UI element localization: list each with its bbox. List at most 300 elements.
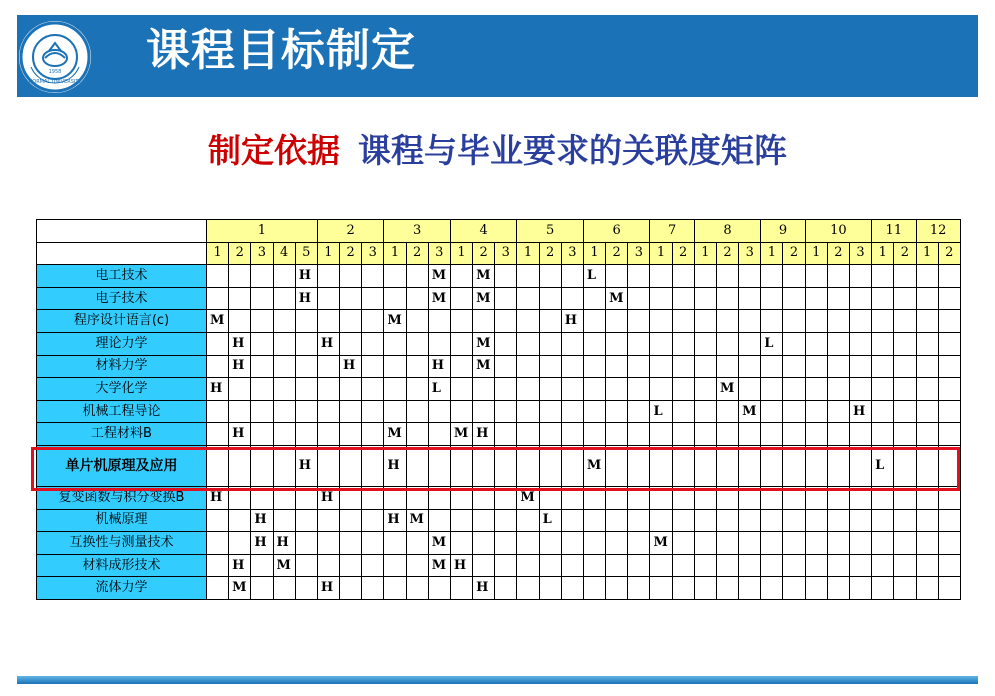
matrix-cell bbox=[916, 554, 938, 577]
matrix-cell bbox=[827, 287, 849, 310]
course-name: 理论力学 bbox=[37, 332, 207, 355]
matrix-cell bbox=[340, 509, 362, 532]
matrix-cell bbox=[650, 332, 672, 355]
sub-requirement-header: 3 bbox=[561, 242, 583, 265]
matrix-cell bbox=[317, 265, 339, 288]
matrix-cell bbox=[539, 355, 561, 378]
relevance-mark: L bbox=[650, 400, 672, 423]
matrix-cell bbox=[517, 532, 539, 555]
table-row bbox=[37, 265, 961, 288]
matrix-cell bbox=[783, 532, 805, 555]
matrix-cell bbox=[650, 287, 672, 310]
matrix-cell bbox=[539, 332, 561, 355]
matrix-cell bbox=[628, 378, 650, 401]
matrix-cell bbox=[894, 532, 916, 555]
matrix-cell bbox=[606, 423, 628, 446]
relevance-mark: H bbox=[384, 509, 406, 532]
matrix-cell bbox=[362, 265, 384, 288]
matrix-cell bbox=[827, 355, 849, 378]
relevance-mark: H bbox=[229, 554, 251, 577]
matrix-cell bbox=[539, 554, 561, 577]
relevance-mark: M bbox=[273, 554, 295, 577]
matrix-cell bbox=[872, 400, 894, 423]
relevance-mark: H bbox=[384, 445, 406, 486]
matrix-cell bbox=[872, 423, 894, 446]
matrix-cell bbox=[495, 577, 517, 600]
matrix-cell bbox=[827, 554, 849, 577]
matrix-cell bbox=[672, 577, 694, 600]
table-row bbox=[37, 287, 961, 310]
matrix-cell bbox=[517, 287, 539, 310]
matrix-cell bbox=[938, 509, 960, 532]
relevance-mark: M bbox=[473, 355, 495, 378]
matrix-cell bbox=[317, 378, 339, 401]
matrix-cell bbox=[340, 378, 362, 401]
matrix-cell bbox=[628, 423, 650, 446]
relevance-mark: M bbox=[384, 423, 406, 446]
relevance-mark: H bbox=[340, 355, 362, 378]
matrix-cell bbox=[849, 287, 871, 310]
matrix-cell bbox=[295, 332, 317, 355]
course-name: 互换性与测量技术 bbox=[37, 532, 207, 555]
matrix-cell bbox=[362, 378, 384, 401]
matrix-cell bbox=[827, 310, 849, 333]
matrix-cell bbox=[517, 310, 539, 333]
matrix-cell bbox=[251, 310, 273, 333]
requirement-group-header: 9 bbox=[761, 220, 805, 243]
table-row bbox=[37, 332, 961, 355]
matrix-cell bbox=[561, 332, 583, 355]
matrix-cell bbox=[229, 310, 251, 333]
course-name: 工程材料B bbox=[37, 423, 207, 446]
matrix-cell bbox=[406, 310, 428, 333]
sub-requirement-header: 2 bbox=[894, 242, 916, 265]
matrix-cell bbox=[539, 310, 561, 333]
matrix-cell bbox=[716, 509, 738, 532]
matrix-cell bbox=[273, 400, 295, 423]
matrix-cell bbox=[450, 509, 472, 532]
relevance-mark: M bbox=[428, 265, 450, 288]
relevance-mark: H bbox=[229, 423, 251, 446]
matrix-cell bbox=[872, 554, 894, 577]
matrix-cell bbox=[739, 355, 761, 378]
footer-line bbox=[17, 676, 978, 684]
matrix-cell bbox=[672, 509, 694, 532]
matrix-cell bbox=[694, 332, 716, 355]
requirement-group-header: 3 bbox=[384, 220, 451, 243]
relevance-mark: M bbox=[229, 577, 251, 600]
course-name: 材料成形技术 bbox=[37, 554, 207, 577]
matrix-cell bbox=[783, 509, 805, 532]
matrix-cell bbox=[450, 265, 472, 288]
matrix-cell bbox=[628, 310, 650, 333]
matrix-cell bbox=[894, 423, 916, 446]
matrix-cell bbox=[450, 310, 472, 333]
matrix-cell bbox=[273, 332, 295, 355]
matrix-cell bbox=[694, 355, 716, 378]
matrix-cell bbox=[849, 355, 871, 378]
sub-requirement-header: 2 bbox=[539, 242, 561, 265]
matrix-cell bbox=[916, 287, 938, 310]
matrix-cell bbox=[761, 509, 783, 532]
relevance-mark: M bbox=[473, 332, 495, 355]
matrix-cell bbox=[495, 423, 517, 446]
matrix-cell bbox=[628, 400, 650, 423]
matrix-cell bbox=[473, 554, 495, 577]
matrix-cell bbox=[295, 400, 317, 423]
matrix-cell bbox=[207, 509, 229, 532]
matrix-cell bbox=[628, 332, 650, 355]
course-name: 机械原理 bbox=[37, 509, 207, 532]
relevance-mark: L bbox=[428, 378, 450, 401]
matrix-cell bbox=[428, 509, 450, 532]
matrix-cell bbox=[872, 265, 894, 288]
matrix-cell bbox=[517, 400, 539, 423]
requirement-group-header: 2 bbox=[317, 220, 384, 243]
relevance-mark: H bbox=[473, 577, 495, 600]
matrix-cell bbox=[783, 400, 805, 423]
matrix-cell bbox=[761, 532, 783, 555]
matrix-cell bbox=[362, 310, 384, 333]
matrix-cell bbox=[805, 378, 827, 401]
matrix-cell bbox=[384, 355, 406, 378]
sub-requirement-header: 2 bbox=[229, 242, 251, 265]
course-name: 电子技术 bbox=[37, 287, 207, 310]
matrix-cell bbox=[583, 532, 605, 555]
matrix-cell bbox=[406, 355, 428, 378]
matrix-cell bbox=[384, 577, 406, 600]
matrix-cell bbox=[561, 265, 583, 288]
subtitle-main: 课程与毕业要求的关联度矩阵 bbox=[358, 131, 787, 170]
matrix-cell bbox=[606, 400, 628, 423]
requirement-group-header: 11 bbox=[872, 220, 916, 243]
matrix-cell bbox=[606, 378, 628, 401]
matrix-cell bbox=[295, 577, 317, 600]
matrix-cell bbox=[317, 400, 339, 423]
matrix-cell bbox=[716, 423, 738, 446]
matrix-cell bbox=[916, 332, 938, 355]
matrix-cell bbox=[207, 423, 229, 446]
matrix-cell bbox=[849, 332, 871, 355]
matrix-cell bbox=[606, 332, 628, 355]
matrix-cell bbox=[273, 509, 295, 532]
matrix-cell bbox=[739, 577, 761, 600]
matrix-cell bbox=[872, 532, 894, 555]
relevance-mark: H bbox=[229, 332, 251, 355]
sub-requirement-header: 2 bbox=[783, 242, 805, 265]
matrix-cell bbox=[517, 423, 539, 446]
matrix-cell bbox=[827, 532, 849, 555]
matrix-cell bbox=[827, 378, 849, 401]
matrix-cell bbox=[650, 355, 672, 378]
sub-requirement-header: 1 bbox=[317, 242, 339, 265]
matrix-cell bbox=[340, 265, 362, 288]
course-name: 程序设计语言(c) bbox=[37, 310, 207, 333]
matrix-cell bbox=[650, 423, 672, 446]
matrix-cell bbox=[938, 423, 960, 446]
table-row bbox=[37, 577, 961, 600]
matrix-cell bbox=[473, 509, 495, 532]
matrix-cell bbox=[694, 554, 716, 577]
matrix-cell bbox=[561, 400, 583, 423]
matrix-cell bbox=[251, 423, 273, 446]
sub-requirement-header: 1 bbox=[207, 242, 229, 265]
relevance-mark: L bbox=[583, 265, 605, 288]
matrix-cell bbox=[406, 532, 428, 555]
matrix-cell bbox=[517, 577, 539, 600]
sub-requirement-header: 3 bbox=[739, 242, 761, 265]
table-row bbox=[37, 554, 961, 577]
matrix-cell bbox=[739, 378, 761, 401]
relevance-mark: H bbox=[251, 509, 273, 532]
matrix-cell bbox=[561, 509, 583, 532]
matrix-cell bbox=[916, 310, 938, 333]
table-row bbox=[37, 509, 961, 532]
matrix-cell bbox=[650, 509, 672, 532]
matrix-cell bbox=[384, 265, 406, 288]
matrix-cell bbox=[694, 310, 716, 333]
matrix-cell bbox=[583, 355, 605, 378]
matrix-cell bbox=[849, 554, 871, 577]
relevance-mark: H bbox=[295, 287, 317, 310]
matrix-cell bbox=[207, 400, 229, 423]
sub-requirement-header: 2 bbox=[406, 242, 428, 265]
matrix-cell bbox=[938, 400, 960, 423]
corner-cell bbox=[37, 242, 207, 265]
matrix-cell bbox=[739, 310, 761, 333]
matrix-cell bbox=[783, 332, 805, 355]
matrix-cell bbox=[207, 554, 229, 577]
relevance-mark: H bbox=[251, 532, 273, 555]
requirement-group-header: 7 bbox=[650, 220, 694, 243]
matrix-cell bbox=[428, 310, 450, 333]
matrix-cell bbox=[894, 287, 916, 310]
matrix-cell bbox=[229, 265, 251, 288]
matrix-cell bbox=[805, 265, 827, 288]
matrix-cell bbox=[384, 400, 406, 423]
matrix-cell bbox=[739, 423, 761, 446]
matrix-cell bbox=[783, 378, 805, 401]
matrix-cell bbox=[317, 509, 339, 532]
relevance-mark: M bbox=[207, 310, 229, 333]
matrix-cell bbox=[362, 532, 384, 555]
matrix-cell bbox=[872, 355, 894, 378]
matrix-cell bbox=[317, 554, 339, 577]
matrix-cell bbox=[650, 554, 672, 577]
matrix-cell bbox=[406, 554, 428, 577]
matrix-cell bbox=[561, 532, 583, 555]
matrix-cell bbox=[672, 287, 694, 310]
svg-text:NORMAL UNIVERSITY: NORMAL UNIVERSITY bbox=[28, 79, 82, 85]
matrix-cell bbox=[406, 332, 428, 355]
matrix-cell bbox=[406, 577, 428, 600]
matrix-cell bbox=[495, 554, 517, 577]
matrix-cell bbox=[716, 310, 738, 333]
course-name: 材料力学 bbox=[37, 355, 207, 378]
matrix-cell bbox=[606, 577, 628, 600]
matrix-cell bbox=[317, 287, 339, 310]
matrix-cell bbox=[583, 423, 605, 446]
relevance-mark: M bbox=[384, 310, 406, 333]
matrix-cell bbox=[539, 423, 561, 446]
requirement-group-header: 10 bbox=[805, 220, 872, 243]
matrix-cell bbox=[672, 400, 694, 423]
matrix-cell bbox=[805, 532, 827, 555]
matrix-cell bbox=[672, 532, 694, 555]
sub-requirement-header: 2 bbox=[716, 242, 738, 265]
matrix-cell bbox=[606, 355, 628, 378]
matrix-cell bbox=[739, 265, 761, 288]
relevance-mark: L bbox=[872, 445, 894, 486]
matrix-cell bbox=[761, 577, 783, 600]
matrix-cell bbox=[650, 310, 672, 333]
matrix-cell bbox=[340, 554, 362, 577]
matrix-cell bbox=[428, 423, 450, 446]
matrix-cell bbox=[495, 532, 517, 555]
matrix-cell bbox=[938, 310, 960, 333]
matrix-cell bbox=[849, 509, 871, 532]
relevance-mark: H bbox=[295, 265, 317, 288]
table-row bbox=[37, 310, 961, 333]
relevance-mark: H bbox=[229, 355, 251, 378]
matrix-cell bbox=[583, 400, 605, 423]
relevance-mark: H bbox=[473, 423, 495, 446]
matrix-cell bbox=[694, 423, 716, 446]
matrix-cell bbox=[849, 378, 871, 401]
matrix-cell bbox=[783, 355, 805, 378]
matrix-cell bbox=[406, 378, 428, 401]
matrix-cell bbox=[827, 265, 849, 288]
matrix-cell bbox=[450, 287, 472, 310]
matrix-cell bbox=[694, 378, 716, 401]
requirement-group-header: 1 bbox=[207, 220, 318, 243]
matrix-cell bbox=[495, 310, 517, 333]
matrix-cell bbox=[251, 265, 273, 288]
matrix-cell bbox=[251, 287, 273, 310]
matrix-cell bbox=[650, 378, 672, 401]
matrix-cell bbox=[805, 423, 827, 446]
matrix-cell bbox=[894, 400, 916, 423]
sub-requirement-header: 2 bbox=[938, 242, 960, 265]
matrix-cell bbox=[340, 332, 362, 355]
relevance-mark: H bbox=[450, 554, 472, 577]
matrix-cell bbox=[229, 532, 251, 555]
matrix-cell bbox=[783, 423, 805, 446]
matrix-cell bbox=[916, 532, 938, 555]
relevance-mark: M bbox=[606, 287, 628, 310]
matrix-cell bbox=[894, 378, 916, 401]
matrix-cell bbox=[849, 532, 871, 555]
matrix-cell bbox=[694, 509, 716, 532]
matrix-cell bbox=[805, 400, 827, 423]
relevance-mark: M bbox=[650, 532, 672, 555]
matrix-cell bbox=[606, 532, 628, 555]
matrix-cell bbox=[495, 509, 517, 532]
sub-requirement-header: 1 bbox=[916, 242, 938, 265]
table-row bbox=[37, 400, 961, 423]
matrix-cell bbox=[694, 400, 716, 423]
matrix-cell bbox=[938, 332, 960, 355]
relevance-mark: M bbox=[428, 554, 450, 577]
matrix-cell bbox=[251, 355, 273, 378]
relevance-mark: M bbox=[428, 532, 450, 555]
matrix-cell bbox=[207, 287, 229, 310]
matrix-cell bbox=[406, 287, 428, 310]
matrix-cell bbox=[406, 423, 428, 446]
matrix-cell bbox=[340, 310, 362, 333]
matrix-cell bbox=[628, 577, 650, 600]
matrix-cell bbox=[805, 355, 827, 378]
matrix-cell bbox=[473, 378, 495, 401]
matrix-cell bbox=[650, 265, 672, 288]
matrix-cell bbox=[716, 400, 738, 423]
matrix-cell bbox=[938, 577, 960, 600]
matrix-cell bbox=[761, 355, 783, 378]
matrix-cell bbox=[362, 355, 384, 378]
sub-requirement-header: 3 bbox=[628, 242, 650, 265]
relevance-mark: L bbox=[539, 509, 561, 532]
relevance-mark: H bbox=[428, 355, 450, 378]
matrix-cell bbox=[273, 310, 295, 333]
matrix-cell bbox=[916, 400, 938, 423]
matrix-cell bbox=[473, 532, 495, 555]
matrix-cell bbox=[761, 265, 783, 288]
table-row bbox=[37, 423, 961, 446]
matrix-cell bbox=[827, 423, 849, 446]
sub-requirement-header: 1 bbox=[650, 242, 672, 265]
relevance-mark: M bbox=[450, 423, 472, 446]
sub-requirement-header: 1 bbox=[583, 242, 605, 265]
matrix-cell bbox=[694, 265, 716, 288]
matrix-cell bbox=[539, 400, 561, 423]
sub-requirement-header: 1 bbox=[805, 242, 827, 265]
sub-requirement-header: 2 bbox=[473, 242, 495, 265]
sub-requirement-header: 3 bbox=[849, 242, 871, 265]
sub-requirement-header: 5 bbox=[295, 242, 317, 265]
matrix-cell bbox=[916, 577, 938, 600]
course-name: 机械工程导论 bbox=[37, 400, 207, 423]
matrix-cell bbox=[872, 577, 894, 600]
matrix-cell bbox=[295, 423, 317, 446]
sub-requirement-header: 2 bbox=[672, 242, 694, 265]
matrix-cell bbox=[628, 355, 650, 378]
relevance-mark: H bbox=[317, 577, 339, 600]
matrix-cell bbox=[561, 378, 583, 401]
sub-requirement-header: 3 bbox=[362, 242, 384, 265]
matrix-cell bbox=[783, 554, 805, 577]
matrix-cell bbox=[672, 378, 694, 401]
svg-text:1958: 1958 bbox=[48, 69, 62, 75]
matrix-cell bbox=[295, 509, 317, 532]
matrix-cell bbox=[894, 265, 916, 288]
relevance-mark: M bbox=[517, 486, 539, 509]
matrix-cell bbox=[716, 532, 738, 555]
matrix-cell bbox=[583, 509, 605, 532]
matrix-cell bbox=[716, 554, 738, 577]
matrix-cell bbox=[716, 577, 738, 600]
matrix-cell bbox=[672, 554, 694, 577]
sub-requirement-header: 2 bbox=[827, 242, 849, 265]
matrix-cell bbox=[273, 423, 295, 446]
matrix-cell bbox=[317, 423, 339, 446]
matrix-cell bbox=[916, 355, 938, 378]
requirement-group-header: 8 bbox=[694, 220, 761, 243]
matrix-cell bbox=[783, 310, 805, 333]
sub-requirement-header: 3 bbox=[428, 242, 450, 265]
matrix-cell bbox=[450, 532, 472, 555]
matrix-cell bbox=[739, 509, 761, 532]
matrix-cell bbox=[761, 378, 783, 401]
